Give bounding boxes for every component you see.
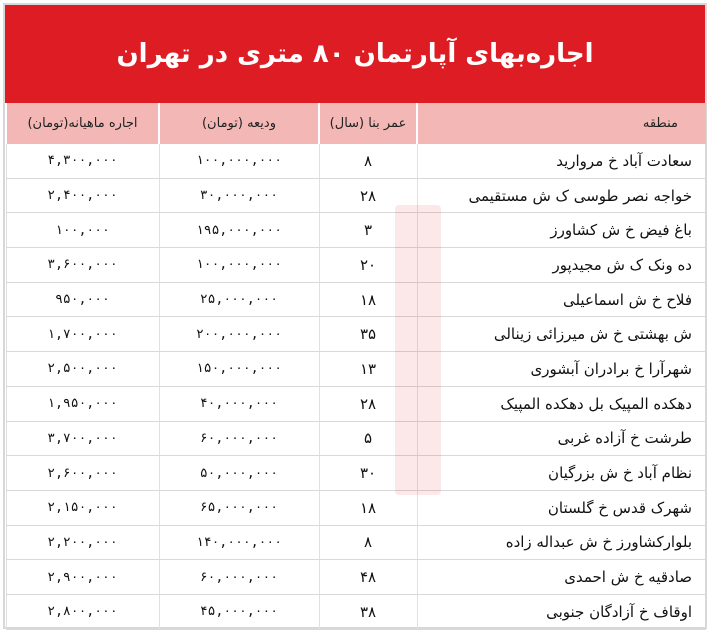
region-cell: ده ونک ک ش مجیدپور — [417, 248, 706, 283]
table-row — [6, 248, 706, 283]
title-banner — [5, 5, 705, 103]
region-cell: شهرآرا خ برادران آبشوری — [417, 352, 706, 387]
rent-cell: ۲,۹۰۰,۰۰۰ — [6, 560, 159, 595]
region-cell: فلاح خ ش اسماعیلی — [417, 282, 706, 317]
age-cell: ۳۰ — [319, 456, 417, 491]
age-cell: ۸ — [319, 144, 417, 178]
rent-cell: ۱,۷۰۰,۰۰۰ — [6, 317, 159, 352]
region-cell: سعادت آباد خ مروارید — [417, 144, 706, 178]
rent-cell: ۲,۱۵۰,۰۰۰ — [6, 490, 159, 525]
age-cell: ۲۸ — [319, 386, 417, 421]
deposit-cell: ۳۰,۰۰۰,۰۰۰ — [159, 178, 319, 213]
rent-cell: ۲,۴۰۰,۰۰۰ — [6, 178, 159, 213]
rent-cell: ۲,۸۰۰,۰۰۰ — [6, 594, 159, 629]
watermark-logo — [395, 205, 441, 495]
region-cell: بلوارکشاورز خ ش عبداله زاده — [417, 525, 706, 560]
region-cell: خواجه نصر طوسی ک ش مستقیمی — [417, 178, 706, 213]
region-column-header: منطقه — [417, 103, 706, 144]
table-row — [6, 525, 706, 560]
age-cell: ۳۸ — [319, 594, 417, 629]
deposit-cell: ۶۵,۰۰۰,۰۰۰ — [159, 490, 319, 525]
table-row — [6, 213, 706, 248]
rent-cell: ۲,۵۰۰,۰۰۰ — [6, 352, 159, 387]
rent-column-header: اجاره ماهیانه(تومان) — [6, 103, 159, 144]
table-row — [6, 282, 706, 317]
age-cell: ۴۸ — [319, 560, 417, 595]
rent-cell: ۱,۹۵۰,۰۰۰ — [6, 386, 159, 421]
deposit-cell: ۲۵,۰۰۰,۰۰۰ — [159, 282, 319, 317]
rent-table-card — [3, 3, 707, 629]
deposit-cell: ۱۴۰,۰۰۰,۰۰۰ — [159, 525, 319, 560]
table-row — [6, 386, 706, 421]
rent-cell: ۲,۶۰۰,۰۰۰ — [6, 456, 159, 491]
rent-table — [5, 103, 706, 630]
region-cell: دهکده المپیک بل دهکده المپیک — [417, 386, 706, 421]
table-row — [6, 560, 706, 595]
age-cell: ۱۳ — [319, 352, 417, 387]
table-row — [6, 456, 706, 491]
deposit-cell: ۴۰,۰۰۰,۰۰۰ — [159, 386, 319, 421]
region-cell: صادقیه خ ش احمدی — [417, 560, 706, 595]
table-row — [6, 490, 706, 525]
table-body — [6, 144, 706, 629]
age-column-header: عمر بنا (سال) — [319, 103, 417, 144]
deposit-cell: ۱۰۰,۰۰۰,۰۰۰ — [159, 248, 319, 283]
table-row — [6, 421, 706, 456]
rent-cell: ۴,۳۰۰,۰۰۰ — [6, 144, 159, 178]
rent-cell: ۲,۲۰۰,۰۰۰ — [6, 525, 159, 560]
table-row — [6, 178, 706, 213]
age-cell: ۳ — [319, 213, 417, 248]
region-cell: ش بهشتی خ ش میرزائی زینالی — [417, 317, 706, 352]
age-cell: ۱۸ — [319, 490, 417, 525]
region-cell: شهرک قدس خ گلستان — [417, 490, 706, 525]
table-row — [6, 317, 706, 352]
table-row — [6, 352, 706, 387]
deposit-cell: ۵۰,۰۰۰,۰۰۰ — [159, 456, 319, 491]
region-cell: نظام آباد خ ش بزرگیان — [417, 456, 706, 491]
deposit-cell: ۱۰۰,۰۰۰,۰۰۰ — [159, 144, 319, 178]
deposit-cell: ۱۵۰,۰۰۰,۰۰۰ — [159, 352, 319, 387]
region-cell: اوقاف خ آزادگان جنوبی — [417, 594, 706, 629]
rent-cell: ۳,۷۰۰,۰۰۰ — [6, 421, 159, 456]
rent-cell: ۹۵۰,۰۰۰ — [6, 282, 159, 317]
deposit-column-header: ودیعه (تومان) — [159, 103, 319, 144]
page-title: اجاره‌بهای آپارتمان ۸۰ متری در تهران — [116, 39, 594, 69]
age-cell: ۲۰ — [319, 248, 417, 283]
rent-cell: ۳,۶۰۰,۰۰۰ — [6, 248, 159, 283]
age-cell: ۵ — [319, 421, 417, 456]
deposit-cell: ۴۵,۰۰۰,۰۰۰ — [159, 594, 319, 629]
region-cell: طرشت خ آزاده غربی — [417, 421, 706, 456]
age-cell: ۲۸ — [319, 178, 417, 213]
age-cell: ۸ — [319, 525, 417, 560]
rent-cell: ۱۰۰,۰۰۰ — [6, 213, 159, 248]
table-row — [6, 594, 706, 629]
deposit-cell: ۶۰,۰۰۰,۰۰۰ — [159, 421, 319, 456]
region-cell: باغ فیض خ ش کشاورز — [417, 213, 706, 248]
table-header — [6, 103, 706, 144]
age-cell: ۱۸ — [319, 282, 417, 317]
table-row — [6, 144, 706, 178]
deposit-cell: ۱۹۵,۰۰۰,۰۰۰ — [159, 213, 319, 248]
deposit-cell: ۲۰۰,۰۰۰,۰۰۰ — [159, 317, 319, 352]
age-cell: ۳۵ — [319, 317, 417, 352]
deposit-cell: ۶۰,۰۰۰,۰۰۰ — [159, 560, 319, 595]
